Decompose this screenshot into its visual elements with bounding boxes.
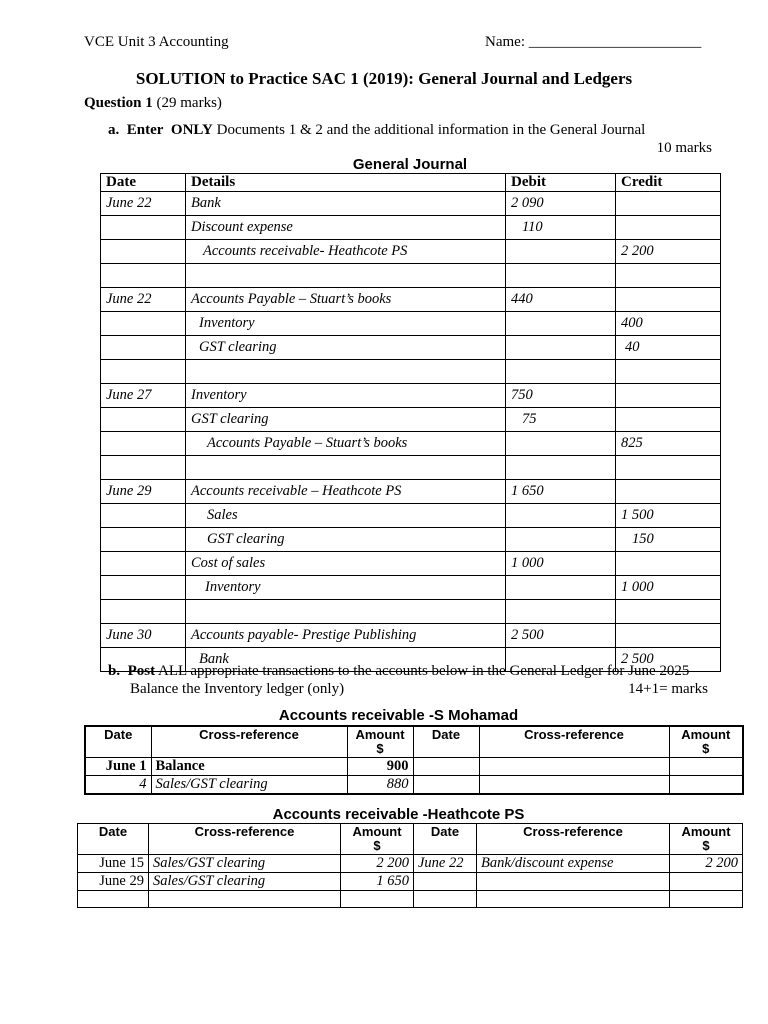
- ledger-mohamad-table: [84, 725, 744, 795]
- ledger-xref-cell: Sales/GST clearing: [149, 855, 341, 873]
- ledger-amount-cell: [341, 891, 414, 908]
- ledger-date-cell: [414, 891, 477, 908]
- gj-date-cell: [101, 264, 186, 288]
- gj-credit-cell: 825: [616, 432, 721, 456]
- gj-credit-cell: [616, 408, 721, 432]
- part-b-marks: 14+1= marks: [628, 681, 708, 697]
- gj-date-cell: [101, 432, 186, 456]
- gj-date-cell: June 30: [101, 624, 186, 648]
- ledger-amount-cell: 1 650: [341, 873, 414, 891]
- part-b-line1: ALL appropriate transactions to the accounts below in the General Ledger for June 2025: [158, 663, 690, 679]
- question-1-label: Question 1: [84, 95, 153, 111]
- part-b-instruction: [108, 663, 689, 680]
- gj-credit-cell: [616, 552, 721, 576]
- part-a-letter: a.: [108, 122, 120, 138]
- part-b-verb: Post: [127, 663, 156, 679]
- journal-row: [101, 576, 721, 600]
- gj-details-cell: Accounts Payable – Stuart’s books: [186, 288, 506, 312]
- part-b-line2: Balance the Inventory ledger (only): [130, 681, 345, 697]
- journal-row: [101, 216, 721, 240]
- gj-credit-cell: [616, 264, 721, 288]
- gj-credit-cell: [616, 600, 721, 624]
- journal-row: [101, 264, 721, 288]
- gj-credit-cell: [616, 384, 721, 408]
- ledger-header-row: [85, 726, 743, 758]
- ledger-amount-cell: 900: [347, 758, 413, 776]
- gj-debit-cell: 750: [506, 384, 616, 408]
- ledger-amount-cell: 2 200: [670, 855, 743, 873]
- gj-details-cell: Bank: [186, 192, 506, 216]
- ledger-date-cell: June 1: [85, 758, 151, 776]
- currency-label: $: [376, 741, 384, 756]
- ledger-date-cell: June 29: [78, 873, 149, 891]
- gj-debit-cell: 1 650: [506, 480, 616, 504]
- gj-details-cell: Accounts receivable- Heathcote PS: [186, 240, 506, 264]
- gj-debit-cell: [506, 312, 616, 336]
- gj-debit-cell: 2 500: [506, 624, 616, 648]
- ledger-header-xref: Cross-reference: [477, 824, 670, 855]
- ledger-xref-cell: [479, 758, 669, 776]
- gj-details-cell: Bank: [186, 648, 506, 672]
- gj-details-cell: [186, 456, 506, 480]
- gj-date-cell: [101, 528, 186, 552]
- ledger-amount-cell: 2 200: [341, 855, 414, 873]
- gj-debit-cell: [506, 600, 616, 624]
- gj-header-date: Date: [101, 174, 186, 192]
- page-title: SOLUTION to Practice SAC 1 (2019): General Journal and Ledgers: [135, 69, 633, 88]
- journal-row: [101, 336, 721, 360]
- gj-credit-cell: 150: [616, 528, 721, 552]
- gj-credit-cell: [616, 480, 721, 504]
- journal-row: [101, 312, 721, 336]
- name-field[interactable]: Name: _______________________: [485, 34, 702, 50]
- ledger-xref-cell: Sales/GST clearing: [149, 873, 341, 891]
- ledger-xref-cell: [477, 873, 670, 891]
- ledger-header-amount: [347, 726, 413, 758]
- question-1-heading: [84, 95, 222, 112]
- part-a-text: Documents 1 & 2 and the additional information in the General Journal: [216, 122, 646, 138]
- journal-row: [101, 360, 721, 384]
- gj-debit-cell: [506, 264, 616, 288]
- gj-credit-cell: [616, 192, 721, 216]
- amount-label: Amount: [352, 824, 402, 839]
- journal-row: [101, 192, 721, 216]
- gj-date-cell: June 22: [101, 192, 186, 216]
- gj-credit-cell: [616, 216, 721, 240]
- gj-credit-cell: 40: [616, 336, 721, 360]
- ledger-date-cell: 4: [85, 776, 151, 795]
- gj-debit-cell: 1 000: [506, 552, 616, 576]
- gj-credit-cell: [616, 624, 721, 648]
- ledger-row: [78, 855, 743, 873]
- ledger-amount-cell: [669, 758, 743, 776]
- gj-debit-cell: [506, 360, 616, 384]
- journal-row: [101, 240, 721, 264]
- gj-credit-cell: 2 200: [616, 240, 721, 264]
- ledger-date-cell: [414, 873, 477, 891]
- ledger-xref-cell: [149, 891, 341, 908]
- amount-label: Amount: [355, 727, 405, 742]
- journal-row: [101, 528, 721, 552]
- gj-details-cell: GST clearing: [186, 408, 506, 432]
- ledger-header-date: Date: [85, 726, 151, 758]
- gj-debit-cell: 2 090: [506, 192, 616, 216]
- gj-details-cell: Accounts payable- Prestige Publishing: [186, 624, 506, 648]
- gj-details-cell: Cost of sales: [186, 552, 506, 576]
- gj-credit-cell: [616, 360, 721, 384]
- gj-details-cell: Inventory: [186, 384, 506, 408]
- gj-details-cell: GST clearing: [186, 336, 506, 360]
- gj-debit-cell: 440: [506, 288, 616, 312]
- gj-date-cell: [101, 504, 186, 528]
- ledger-row: [78, 891, 743, 908]
- gj-date-cell: June 22: [101, 288, 186, 312]
- part-a-marks: 10 marks: [656, 140, 712, 156]
- ledger-heathcote-caption: Accounts receivable -Heathcote PS: [272, 806, 525, 823]
- gj-date-cell: [101, 240, 186, 264]
- gj-header-details: Details: [186, 174, 506, 192]
- general-journal-header-row: [101, 174, 721, 192]
- journal-row: [101, 288, 721, 312]
- part-b-letter: b.: [108, 663, 121, 679]
- gj-credit-cell: 1 000: [616, 576, 721, 600]
- journal-row: [101, 432, 721, 456]
- gj-details-cell: GST clearing: [186, 528, 506, 552]
- gj-date-cell: [101, 360, 186, 384]
- gj-credit-cell: [616, 456, 721, 480]
- gj-debit-cell: [506, 504, 616, 528]
- currency-label: $: [702, 838, 710, 853]
- ledger-header-date: Date: [78, 824, 149, 855]
- ledger-header-amount: [669, 726, 743, 758]
- ledger-date-cell: [413, 776, 479, 795]
- question-1-marks: (29 marks): [156, 95, 222, 111]
- amount-label: Amount: [681, 824, 731, 839]
- ledger-header-amount: [670, 824, 743, 855]
- general-journal-caption: General Journal: [352, 156, 468, 173]
- gj-details-cell: Sales: [186, 504, 506, 528]
- currency-label: $: [702, 741, 710, 756]
- gj-debit-cell: 110: [506, 216, 616, 240]
- ledger-row: [78, 873, 743, 891]
- journal-row: [101, 552, 721, 576]
- gj-debit-cell: [506, 456, 616, 480]
- ledger-row: [85, 776, 743, 795]
- ledger-date-cell: [78, 891, 149, 908]
- gj-date-cell: [101, 408, 186, 432]
- gj-debit-cell: [506, 240, 616, 264]
- ledger-xref-cell: Sales/GST clearing: [151, 776, 347, 795]
- journal-row: [101, 624, 721, 648]
- gj-debit-cell: [506, 528, 616, 552]
- ledger-amount-cell: 880: [347, 776, 413, 795]
- gj-date-cell: [101, 312, 186, 336]
- gj-credit-cell: 1 500: [616, 504, 721, 528]
- currency-label: $: [373, 838, 381, 853]
- gj-debit-cell: [506, 432, 616, 456]
- gj-date-cell: [101, 576, 186, 600]
- gj-details-cell: [186, 360, 506, 384]
- journal-row: [101, 480, 721, 504]
- journal-row: [101, 384, 721, 408]
- journal-row: [101, 408, 721, 432]
- ledger-date-cell: June 22: [414, 855, 477, 873]
- gj-credit-cell: 2 500: [616, 648, 721, 672]
- gj-details-cell: Inventory: [186, 312, 506, 336]
- ledger-amount-cell: [670, 873, 743, 891]
- gj-date-cell: June 27: [101, 384, 186, 408]
- ledger-header-xref: Cross-reference: [149, 824, 341, 855]
- gj-credit-cell: [616, 288, 721, 312]
- amount-label: Amount: [681, 727, 731, 742]
- gj-debit-cell: [506, 336, 616, 360]
- ledger-header-xref: Cross-reference: [151, 726, 347, 758]
- ledger-xref-cell: [479, 776, 669, 795]
- ledger-xref-cell: Bank/discount expense: [477, 855, 670, 873]
- gj-date-cell: [101, 552, 186, 576]
- ledger-header-date: Date: [413, 726, 479, 758]
- gj-date-cell: [101, 456, 186, 480]
- ledger-mohamad-caption: Accounts receivable -S Mohamad: [278, 707, 519, 724]
- ledger-heathcote-table: [77, 823, 743, 908]
- ledger-header-date: Date: [414, 824, 477, 855]
- journal-row: [101, 456, 721, 480]
- gj-debit-cell: 75: [506, 408, 616, 432]
- gj-date-cell: June 29: [101, 480, 186, 504]
- gj-details-cell: Accounts Payable – Stuart’s books: [186, 432, 506, 456]
- ledger-amount-cell: [670, 891, 743, 908]
- gj-date-cell: [101, 600, 186, 624]
- journal-row: [101, 600, 721, 624]
- ledger-header-xref: Cross-reference: [479, 726, 669, 758]
- ledger-header-amount: [341, 824, 414, 855]
- gj-credit-cell: 400: [616, 312, 721, 336]
- gj-debit-cell: [506, 576, 616, 600]
- gj-header-credit: Credit: [616, 174, 721, 192]
- gj-details-cell: [186, 600, 506, 624]
- gj-details-cell: [186, 264, 506, 288]
- gj-date-cell: [101, 336, 186, 360]
- ledger-amount-cell: [669, 776, 743, 795]
- ledger-header-row: [78, 824, 743, 855]
- gj-date-cell: [101, 216, 186, 240]
- ledger-xref-cell: Balance: [151, 758, 347, 776]
- course-title: VCE Unit 3 Accounting: [84, 34, 229, 50]
- ledger-date-cell: [413, 758, 479, 776]
- gj-details-cell: Discount expense: [186, 216, 506, 240]
- gj-details-cell: Inventory: [186, 576, 506, 600]
- general-journal-table: [100, 173, 721, 672]
- part-a-verb: Enter: [126, 122, 164, 138]
- part-a-instruction: [108, 122, 645, 139]
- gj-details-cell: Accounts receivable – Heathcote PS: [186, 480, 506, 504]
- part-a-emph: ONLY: [170, 122, 213, 138]
- ledger-xref-cell: [477, 891, 670, 908]
- ledger-date-cell: June 15: [78, 855, 149, 873]
- gj-header-debit: Debit: [506, 174, 616, 192]
- journal-row: [101, 504, 721, 528]
- ledger-row: [85, 758, 743, 776]
